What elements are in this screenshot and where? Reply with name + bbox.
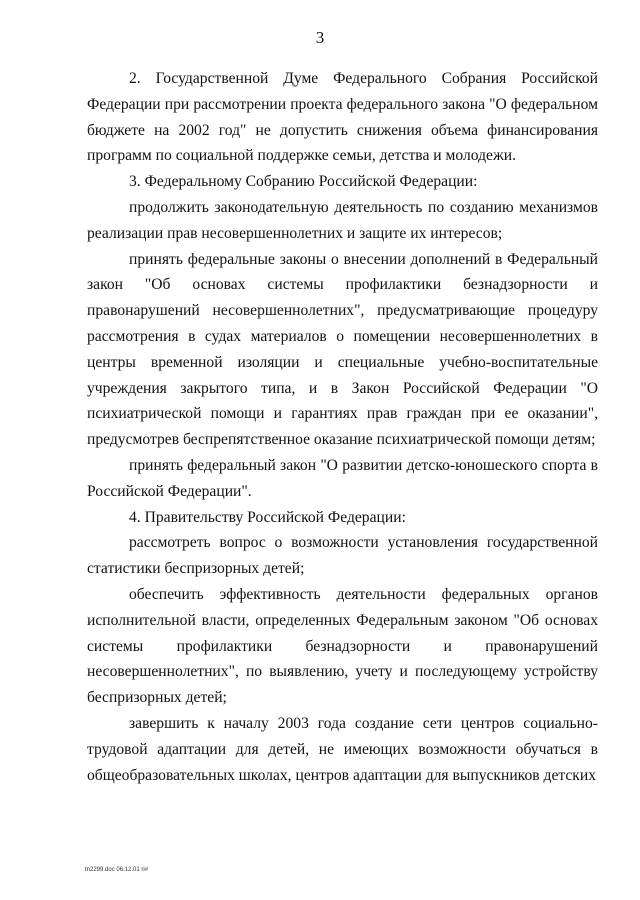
paragraph-homeless-statistics: рассмотреть вопрос о возможности установления государственной статистики беспризорных детей; <box>87 534 598 578</box>
page-number: 3 <box>315 28 325 47</box>
paragraph-federal-assembly-heading: 3. Федеральному Собранию Российской Федерации: <box>129 173 478 191</box>
paragraph-legislative-activity: продолжить законодательную деятельность по созданию механизмов реализации прав несовершеннолетних и защите их интересов; <box>87 198 598 242</box>
file-footer: tn2299.doc 06.12.01 ri# <box>85 867 149 873</box>
paragraph-youth-sport-law: принять федеральный закон "О развитии детско-юношеского спорта в Российской Федерации". <box>87 456 598 500</box>
paragraph-adaptation-centers: завершить к началу 2003 года создание сети центров социально-трудовой адаптации для детей, не имеющих возможности обучаться в общеобразовательных школах, центров адаптации для выпускников детских <box>87 714 598 784</box>
document-body <box>87 66 598 788</box>
paragraph-adopt-amendments: принять федеральные законы о внесении дополнений в Федеральный закон "Об основах системы профилактики безнадзорности и правонарушений несовершеннолетних", предусматривающие процедуру рассмотрения в судах материалов о помещении несовершеннолетних в центры временной изоляции и специальные учебно-воспитательные учреждения закрытого типа, и в Закон Российской Федерации "О психиатрической помощи и гарантиях прав граждан при ее оказании", предусмотрев беспрепятственное оказание психиатрической помощи детям; <box>87 250 598 449</box>
paragraph-ensure-efficiency: обеспечить эффективность деятельности федеральных органов исполнительной власти, определенных Федеральным законом "Об основах системы профилактики безнадзорности и правонарушений несовершеннолетних", по выявлению, учету и последующему устройству беспризорных детей; <box>87 585 598 707</box>
paragraph-duma: 2. Государственной Думе Федерального Собрания Российской Федерации при рассмотрении проекта федерального закона "О федеральном бюджете на 2002 год" не допустить снижения объема финансирования программ по социальной поддержке семьи, детства и молодежи. <box>87 70 598 165</box>
paragraph-government-heading: 4. Правительству Российской Федерации: <box>129 508 406 526</box>
